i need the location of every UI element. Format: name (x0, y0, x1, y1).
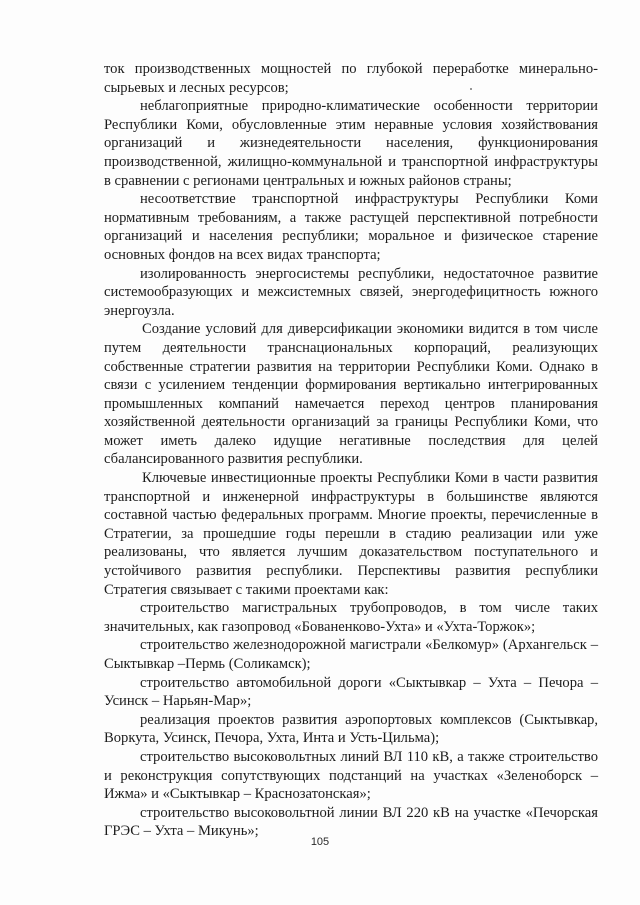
paragraph: Создание условий для диверсификации экономики видится в том числе путем деятельности транснациональных корпораций, реализующих собственные стратегии развития на территории Республики Коми. Однако в связи с усилением тенденции формирования вертикально интегрированных промышленных компаний намечается переход центров планирования хозяйственной деятельности организаций за границы Республики Коми, что может иметь далеко идущие негативные последствия для целей сбалансированного развития республики. (104, 321, 598, 468)
paragraph: Ключевые инвестиционные проекты Республики Коми в части развития транспортной и инженерной инфраструктуры в большинстве являются составной частью федеральных программ. Многие проекты, перечисленные в Стратегии, за прошедшие годы перешли в стадию реализации или уже реализованы, что является лучшим доказательством поступательного и устойчивого развития республики. Перспективы развития республики Стратегия связывает с такими проектами как: (104, 470, 598, 598)
paragraph: неблагоприятные природно-климатические особенности территории Республики Коми, обусловленные этим неравные условия хозяйствования организаций и жизнедеятельности населения, функционирования производственной, жилищно-коммунальной и транспортной инфраструктуры в сравнении с регионами центральных и южных районов страны; (104, 98, 598, 189)
list-item: реализация проектов развития аэропортовых комплексов (Сыктывкар, Воркута, Усинск, Печора, Ухта, Инта и Усть-Цильма); (104, 711, 598, 747)
paragraph: изолированность энергосистемы республики, недостаточное развитие системообразующих и межсистемных связей, энергодефицитность южного энергоузла. (104, 265, 598, 319)
body-text (104, 60, 598, 841)
list-item: строительство высоковольтной линии ВЛ 220 кВ на участке «Печорская ГРЭС – Ухта – Микунь»; (104, 804, 598, 840)
list-item: строительство высоковольтных линий ВЛ 110 кВ, а также строительство и реконструкция сопутствующих подстанций на участках «Зеленоборск – Ижма» и «Сыктывкар – Краснозатонская»; (104, 748, 598, 803)
page-number: 105 (310, 836, 330, 848)
list-item: строительство магистральных трубопроводов, в том числе таких значительных, как газопровод «Бованенково-Ухта» и «Ухта-Торжок»; (104, 600, 598, 635)
paragraph: несоответствие транспортной инфраструктуры Республики Коми нормативным требованиям, а также растущей перспективной потребности организаций и населения республики; моральное и физическое старение основных фондов на всех видах транспорта; (104, 191, 598, 263)
paragraph: ток производственных мощностей по глубокой переработке минерально-сырьевых и лесных ресурсов; (104, 61, 598, 96)
list-item: строительство железнодорожной магистрали «Белкомур» (Архангельск – Сыктывкар –Пермь (Соликамск); (104, 637, 598, 672)
list-item: строительство автомобильной дороги «Сыктывкар – Ухта – Печора – Усинск – Нарьян-Мар»; (104, 674, 598, 710)
